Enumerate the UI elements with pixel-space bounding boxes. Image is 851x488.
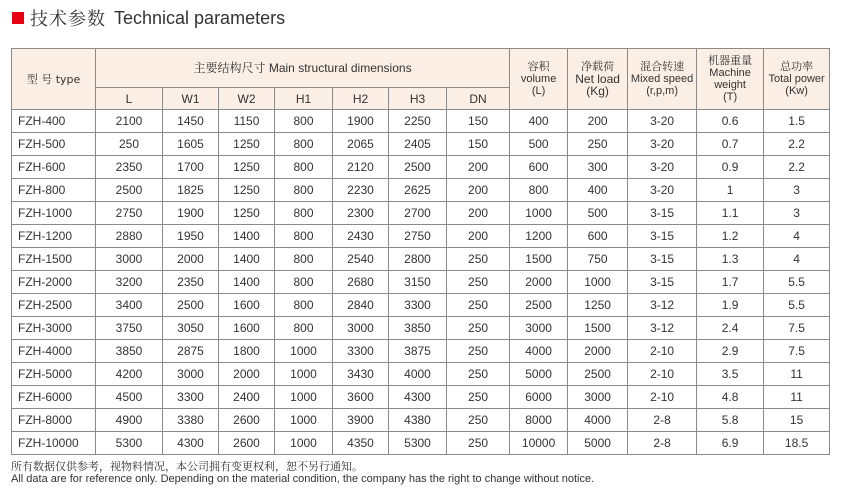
value-cell: 200: [447, 156, 510, 179]
value-cell: 800: [275, 133, 333, 156]
value-cell: 5.8: [697, 409, 764, 432]
value-cell: 600: [510, 156, 568, 179]
value-cell: 1950: [163, 225, 219, 248]
model-cell: FZH-8000: [12, 409, 96, 432]
header-volume: 容积 volume (L): [510, 49, 568, 110]
value-cell: 4900: [96, 409, 163, 432]
model-cell: FZH-800: [12, 179, 96, 202]
value-cell: 1400: [219, 271, 275, 294]
table-row: [12, 133, 830, 156]
table-body: [12, 110, 830, 455]
value-cell: 2540: [333, 248, 389, 271]
value-cell: 1800: [219, 340, 275, 363]
model-cell: FZH-2500: [12, 294, 96, 317]
value-cell: 1250: [568, 294, 628, 317]
header-net-load: 净载荷 Net load (Kg): [568, 49, 628, 110]
model-cell: FZH-3000: [12, 317, 96, 340]
value-cell: 4000: [510, 340, 568, 363]
value-cell: 2-10: [628, 363, 697, 386]
value-cell: 6.9: [697, 432, 764, 455]
value-cell: 3750: [96, 317, 163, 340]
value-cell: 800: [510, 179, 568, 202]
value-cell: 250: [447, 271, 510, 294]
value-cell: 3430: [333, 363, 389, 386]
value-cell: 3000: [510, 317, 568, 340]
value-cell: 2000: [163, 248, 219, 271]
value-cell: 1600: [219, 317, 275, 340]
value-cell: 4000: [568, 409, 628, 432]
value-cell: 250: [96, 133, 163, 156]
value-cell: 1.5: [764, 110, 830, 133]
parameters-table: [11, 48, 830, 455]
value-cell: 5.5: [764, 271, 830, 294]
section-title: [12, 6, 285, 30]
value-cell: 1500: [568, 317, 628, 340]
value-cell: 2-8: [628, 409, 697, 432]
value-cell: 3600: [333, 386, 389, 409]
value-cell: 2430: [333, 225, 389, 248]
value-cell: 800: [275, 248, 333, 271]
value-cell: 800: [275, 202, 333, 225]
value-cell: 2-10: [628, 340, 697, 363]
model-cell: FZH-6000: [12, 386, 96, 409]
value-cell: 8000: [510, 409, 568, 432]
value-cell: 2500: [568, 363, 628, 386]
value-cell: 1450: [163, 110, 219, 133]
value-cell: 2600: [219, 409, 275, 432]
value-cell: 2700: [389, 202, 447, 225]
value-cell: 400: [568, 179, 628, 202]
value-cell: 4200: [96, 363, 163, 386]
value-cell: 15: [764, 409, 830, 432]
value-cell: 2405: [389, 133, 447, 156]
value-cell: 3850: [389, 317, 447, 340]
value-cell: 6000: [510, 386, 568, 409]
value-cell: 500: [510, 133, 568, 156]
table-row: [12, 156, 830, 179]
value-cell: 200: [447, 225, 510, 248]
value-cell: 2120: [333, 156, 389, 179]
value-cell: 4380: [389, 409, 447, 432]
value-cell: 4000: [389, 363, 447, 386]
value-cell: 2500: [163, 294, 219, 317]
value-cell: 5300: [96, 432, 163, 455]
value-cell: 4350: [333, 432, 389, 455]
value-cell: 2-10: [628, 386, 697, 409]
value-cell: 5000: [510, 363, 568, 386]
header-weight: 机器重量 Machine weight (T): [697, 49, 764, 110]
value-cell: 3-12: [628, 294, 697, 317]
value-cell: 1000: [510, 202, 568, 225]
value-cell: 1250: [219, 179, 275, 202]
header-dim-h2: H2: [333, 88, 389, 110]
value-cell: 1000: [275, 386, 333, 409]
value-cell: 11: [764, 386, 830, 409]
value-cell: 3-15: [628, 271, 697, 294]
value-cell: 800: [275, 225, 333, 248]
value-cell: 250: [447, 363, 510, 386]
value-cell: 800: [275, 271, 333, 294]
value-cell: 2680: [333, 271, 389, 294]
value-cell: 200: [447, 202, 510, 225]
value-cell: 3850: [96, 340, 163, 363]
value-cell: 150: [447, 110, 510, 133]
value-cell: 3400: [96, 294, 163, 317]
value-cell: 1.1: [697, 202, 764, 225]
value-cell: 250: [447, 340, 510, 363]
value-cell: 1000: [275, 340, 333, 363]
value-cell: 5000: [568, 432, 628, 455]
value-cell: 18.5: [764, 432, 830, 455]
value-cell: 3-20: [628, 179, 697, 202]
value-cell: 750: [568, 248, 628, 271]
value-cell: 3: [764, 202, 830, 225]
value-cell: 250: [447, 248, 510, 271]
title-marker-icon: [12, 12, 24, 24]
value-cell: 3-12: [628, 317, 697, 340]
value-cell: 2500: [96, 179, 163, 202]
value-cell: 1200: [510, 225, 568, 248]
value-cell: 3900: [333, 409, 389, 432]
value-cell: 3200: [96, 271, 163, 294]
table-row: [12, 179, 830, 202]
value-cell: 2000: [219, 363, 275, 386]
header-mixed-speed: 混合转速 Mixed speed (r,p,m): [628, 49, 697, 110]
model-cell: FZH-600: [12, 156, 96, 179]
value-cell: 1900: [333, 110, 389, 133]
model-cell: FZH-4000: [12, 340, 96, 363]
model-cell: FZH-1500: [12, 248, 96, 271]
header-dim-dn: DN: [447, 88, 510, 110]
value-cell: 2000: [568, 340, 628, 363]
value-cell: 2-8: [628, 432, 697, 455]
value-cell: 2350: [163, 271, 219, 294]
value-cell: 4: [764, 248, 830, 271]
value-cell: 3-15: [628, 202, 697, 225]
value-cell: 3-15: [628, 248, 697, 271]
value-cell: 11: [764, 363, 830, 386]
value-cell: 250: [447, 432, 510, 455]
table-row: [12, 271, 830, 294]
value-cell: 3050: [163, 317, 219, 340]
header-dim-h1: H1: [275, 88, 333, 110]
footnote-cn: 所有数据仅供参考，视物料情况，本公司拥有变更权利，恕不另行通知。: [11, 460, 363, 473]
value-cell: 3875: [389, 340, 447, 363]
value-cell: 250: [447, 409, 510, 432]
value-cell: 1.9: [697, 294, 764, 317]
value-cell: 1400: [219, 225, 275, 248]
value-cell: 800: [275, 156, 333, 179]
value-cell: 250: [447, 294, 510, 317]
table-row: [12, 340, 830, 363]
value-cell: 2840: [333, 294, 389, 317]
model-cell: FZH-1000: [12, 202, 96, 225]
value-cell: 2500: [510, 294, 568, 317]
table-row: [12, 110, 830, 133]
parameters-table-container: [11, 48, 829, 455]
value-cell: 3300: [389, 294, 447, 317]
value-cell: 7.5: [764, 317, 830, 340]
header-dim-l: L: [96, 88, 163, 110]
header-dim-w1: W1: [163, 88, 219, 110]
value-cell: 4300: [389, 386, 447, 409]
value-cell: 1250: [219, 133, 275, 156]
title-cn: 技术参数: [30, 9, 106, 30]
value-cell: 4300: [163, 432, 219, 455]
value-cell: 2.2: [764, 133, 830, 156]
value-cell: 400: [510, 110, 568, 133]
value-cell: 2000: [510, 271, 568, 294]
value-cell: 3380: [163, 409, 219, 432]
value-cell: 10000: [510, 432, 568, 455]
value-cell: 1250: [219, 202, 275, 225]
value-cell: 1400: [219, 248, 275, 271]
value-cell: 2350: [96, 156, 163, 179]
footnote: [11, 461, 594, 485]
value-cell: 800: [275, 294, 333, 317]
value-cell: 800: [275, 317, 333, 340]
value-cell: 600: [568, 225, 628, 248]
table-row: [12, 386, 830, 409]
value-cell: 2880: [96, 225, 163, 248]
value-cell: 3-20: [628, 156, 697, 179]
value-cell: 3-15: [628, 225, 697, 248]
table-row: [12, 317, 830, 340]
value-cell: 0.7: [697, 133, 764, 156]
footnote-en: All data are for reference only. Depending on the material condition, the company has the right to change without notice.: [11, 473, 595, 485]
value-cell: 200: [447, 179, 510, 202]
value-cell: 1500: [510, 248, 568, 271]
value-cell: 2400: [219, 386, 275, 409]
value-cell: 2.4: [697, 317, 764, 340]
value-cell: 2.2: [764, 156, 830, 179]
value-cell: 1900: [163, 202, 219, 225]
value-cell: 500: [568, 202, 628, 225]
value-cell: 3-20: [628, 133, 697, 156]
header-dim-w2: W2: [219, 88, 275, 110]
value-cell: 150: [447, 133, 510, 156]
value-cell: 1.2: [697, 225, 764, 248]
model-cell: FZH-5000: [12, 363, 96, 386]
value-cell: 1600: [219, 294, 275, 317]
value-cell: 1825: [163, 179, 219, 202]
table-row: [12, 432, 830, 455]
header-power: 总功率 Total power (Kw): [764, 49, 830, 110]
value-cell: 3.5: [697, 363, 764, 386]
model-cell: FZH-400: [12, 110, 96, 133]
value-cell: 2100: [96, 110, 163, 133]
value-cell: 2875: [163, 340, 219, 363]
value-cell: 1605: [163, 133, 219, 156]
table-row: [12, 294, 830, 317]
table-row: [12, 363, 830, 386]
value-cell: 1000: [275, 432, 333, 455]
value-cell: 3300: [163, 386, 219, 409]
value-cell: 2250: [389, 110, 447, 133]
value-cell: 1.3: [697, 248, 764, 271]
value-cell: 2625: [389, 179, 447, 202]
value-cell: 1250: [219, 156, 275, 179]
title-en: Technical parameters: [114, 7, 286, 28]
value-cell: 3000: [163, 363, 219, 386]
value-cell: 200: [568, 110, 628, 133]
header-dim-h3: H3: [389, 88, 447, 110]
value-cell: 250: [447, 386, 510, 409]
header-main-dims: 主要结构尺寸 Main structural dimensions: [96, 49, 510, 88]
value-cell: 2300: [333, 202, 389, 225]
value-cell: 3300: [333, 340, 389, 363]
value-cell: 2.9: [697, 340, 764, 363]
header-model: 型 号 type: [12, 49, 96, 110]
value-cell: 4500: [96, 386, 163, 409]
value-cell: 1.7: [697, 271, 764, 294]
value-cell: 3000: [568, 386, 628, 409]
value-cell: 1000: [275, 363, 333, 386]
value-cell: 800: [275, 110, 333, 133]
model-cell: FZH-1200: [12, 225, 96, 248]
value-cell: 3000: [333, 317, 389, 340]
value-cell: 2750: [389, 225, 447, 248]
value-cell: 800: [275, 179, 333, 202]
value-cell: 3-20: [628, 110, 697, 133]
value-cell: 0.9: [697, 156, 764, 179]
value-cell: 4: [764, 225, 830, 248]
table-row: [12, 225, 830, 248]
value-cell: 1: [697, 179, 764, 202]
value-cell: 2500: [389, 156, 447, 179]
value-cell: 5300: [389, 432, 447, 455]
value-cell: 0.6: [697, 110, 764, 133]
value-cell: 300: [568, 156, 628, 179]
model-cell: FZH-10000: [12, 432, 96, 455]
model-cell: FZH-500: [12, 133, 96, 156]
value-cell: 3150: [389, 271, 447, 294]
table-row: [12, 409, 830, 432]
table-row: [12, 248, 830, 271]
value-cell: 7.5: [764, 340, 830, 363]
value-cell: 4.8: [697, 386, 764, 409]
value-cell: 5.5: [764, 294, 830, 317]
value-cell: 1000: [275, 409, 333, 432]
value-cell: 3: [764, 179, 830, 202]
value-cell: 3000: [96, 248, 163, 271]
value-cell: 250: [447, 317, 510, 340]
value-cell: 1000: [568, 271, 628, 294]
value-cell: 250: [568, 133, 628, 156]
table-row: [12, 202, 830, 225]
value-cell: 1150: [219, 110, 275, 133]
value-cell: 2800: [389, 248, 447, 271]
value-cell: 2600: [219, 432, 275, 455]
value-cell: 1700: [163, 156, 219, 179]
value-cell: 2230: [333, 179, 389, 202]
value-cell: 2065: [333, 133, 389, 156]
model-cell: FZH-2000: [12, 271, 96, 294]
value-cell: 2750: [96, 202, 163, 225]
